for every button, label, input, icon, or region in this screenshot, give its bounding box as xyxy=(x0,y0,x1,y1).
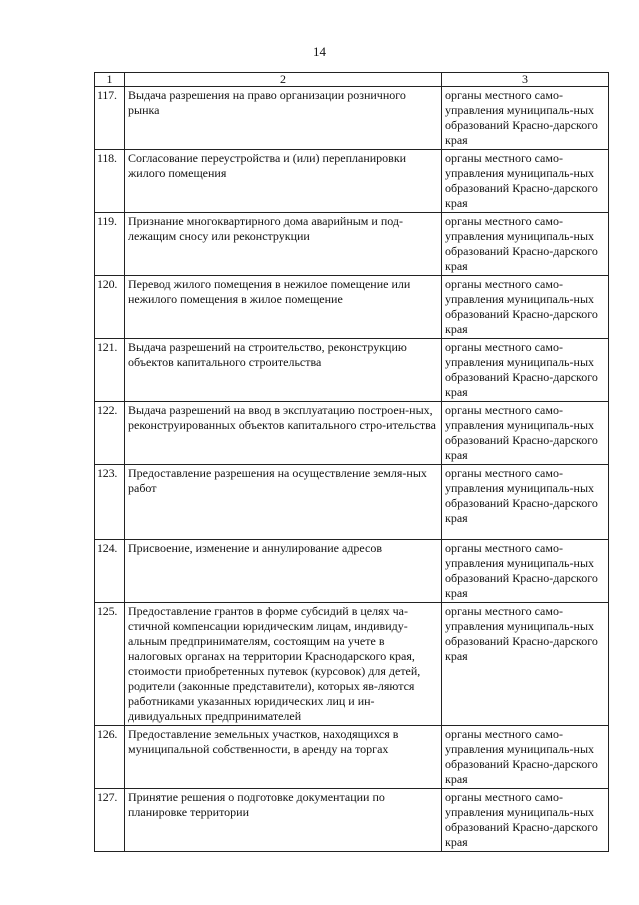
row-number: 118. xyxy=(95,150,125,213)
table-row xyxy=(95,789,609,852)
row-number: 123. xyxy=(95,465,125,540)
header-col-3: 3 xyxy=(442,73,609,87)
table-row xyxy=(95,603,609,726)
table-row xyxy=(95,726,609,789)
row-number: 126. xyxy=(95,726,125,789)
authority-cell: органы местного само-управления муниципаль-ных образований Красно-дарского края xyxy=(442,603,609,726)
row-number: 127. xyxy=(95,789,125,852)
service-cell: Присвоение, изменение и аннулирование адресов xyxy=(125,540,442,603)
row-number: 117. xyxy=(95,87,125,150)
authority-cell: органы местного само-управления муниципаль-ных образований Красно-дарского края xyxy=(442,726,609,789)
authority-cell: органы местного само-управления муниципаль-ных образований Красно-дарского края xyxy=(442,87,609,150)
table-row xyxy=(95,339,609,402)
service-cell: Предоставление грантов в форме субсидий в целях ча-стичной компенсации юридическим лицам, индивиду-альным предпринимателям, состоящим на учете в налоговых органах на территории Краснодарского края, стоимости приобретенных путевок (курсовок) для детей, родители (законные представители), которых яв-ляются работниками указанных юридических лиц и ин-дивидуальных предпринимателей xyxy=(125,603,442,726)
service-cell: Выдача разрешений на строительство, реконструкцию объектов капитального строительства xyxy=(125,339,442,402)
authority-cell: органы местного само-управления муниципаль-ных образований Красно-дарского края xyxy=(442,402,609,465)
page-number: 14 xyxy=(313,44,326,59)
authority-cell: органы местного само-управления муниципаль-ных образований Красно-дарского края xyxy=(442,276,609,339)
table-row xyxy=(95,213,609,276)
authority-cell: органы местного само-управления муниципаль-ных образований Красно-дарского края xyxy=(442,540,609,603)
service-cell: Принятие решения о подготовке документации по планировке территории xyxy=(125,789,442,852)
authority-cell: органы местного само-управления муниципаль-ных образований Красно-дарского края xyxy=(442,789,609,852)
service-cell: Выдача разрешений на ввод в эксплуатацию построен-ных, реконструированных объектов капитального стро-ительства xyxy=(125,402,442,465)
table-row xyxy=(95,150,609,213)
authority-cell: органы местного само-управления муниципаль-ных образований Красно-дарского края xyxy=(442,339,609,402)
authority-cell: органы местного само-управления муниципаль-ных образований Красно-дарского края xyxy=(442,465,609,540)
table-row xyxy=(95,465,609,540)
services-table xyxy=(94,72,609,852)
service-cell: Перевод жилого помещения в нежилое помещение или нежилого помещения в жилое помещение xyxy=(125,276,442,339)
header-col-2: 2 xyxy=(125,73,442,87)
service-cell: Предоставление земельных участков, находящихся в муниципальной собственности, в аренду на торгах xyxy=(125,726,442,789)
authority-cell: органы местного само-управления муниципаль-ных образований Красно-дарского края xyxy=(442,213,609,276)
header-col-1: 1 xyxy=(95,73,125,87)
service-cell: Предоставление разрешения на осуществление земля-ных работ xyxy=(125,465,442,540)
table-row xyxy=(95,87,609,150)
row-number: 125. xyxy=(95,603,125,726)
table-header-row xyxy=(95,73,609,87)
table-row xyxy=(95,276,609,339)
service-cell: Согласование переустройства и (или) перепланировки жилого помещения xyxy=(125,150,442,213)
row-number: 124. xyxy=(95,540,125,603)
row-number: 119. xyxy=(95,213,125,276)
service-cell: Выдача разрешения на право организации розничного рынка xyxy=(125,87,442,150)
row-number: 122. xyxy=(95,402,125,465)
row-number: 120. xyxy=(95,276,125,339)
row-number: 121. xyxy=(95,339,125,402)
table-row xyxy=(95,540,609,603)
table-row xyxy=(95,402,609,465)
authority-cell: органы местного само-управления муниципаль-ных образований Красно-дарского края xyxy=(442,150,609,213)
service-cell: Признание многоквартирного дома аварийным и под-лежащим сносу или реконструкции xyxy=(125,213,442,276)
